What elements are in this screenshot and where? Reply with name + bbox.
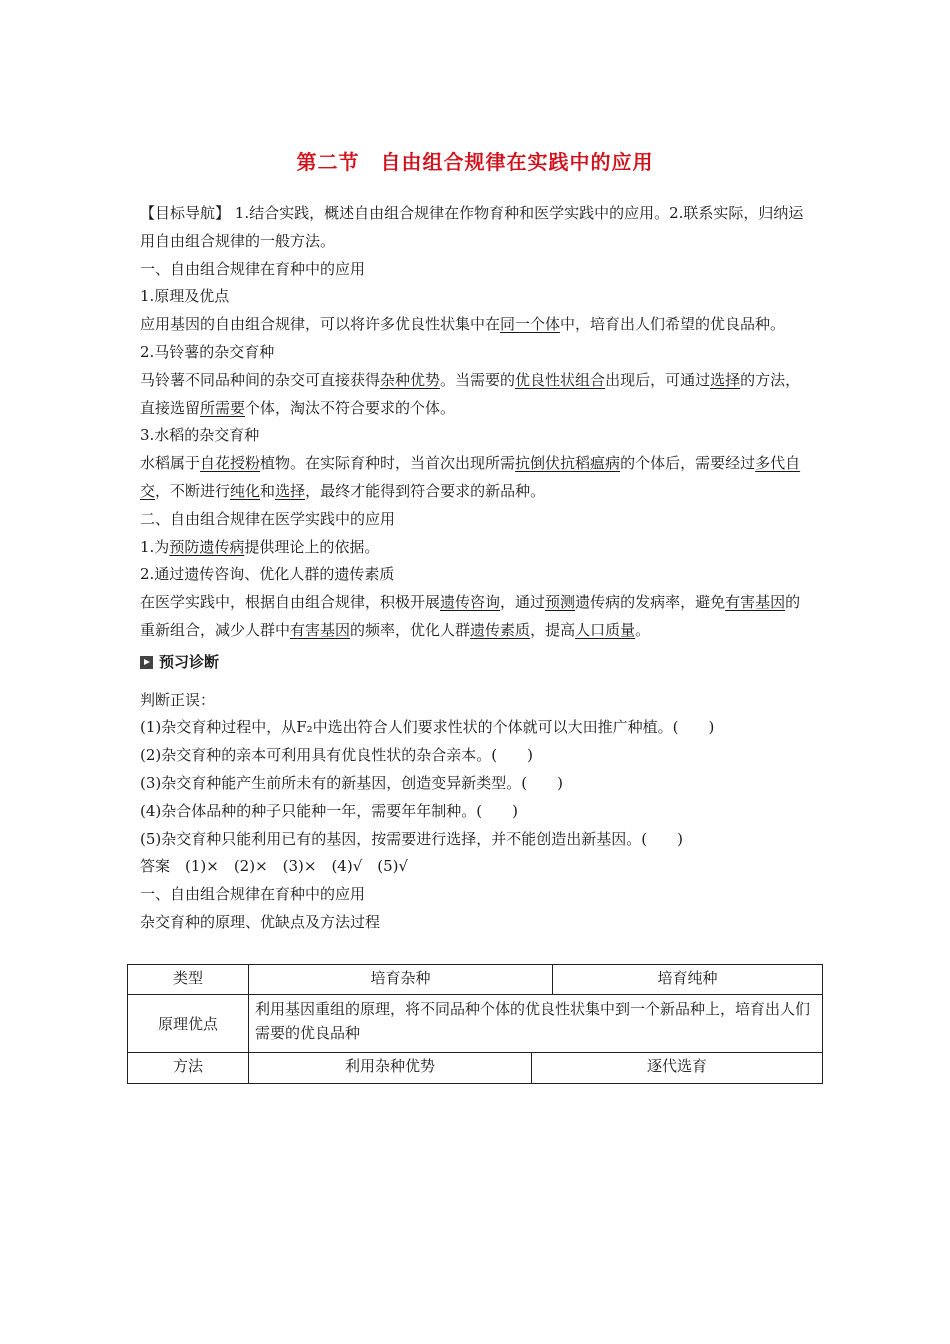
text: 马铃薯不同品种间的杂交可直接获得 <box>140 370 381 389</box>
diagnosis-label: 预习诊断 <box>159 652 220 671</box>
text: 个体，淘汰不符合要求的个体。 <box>245 398 456 417</box>
section-heading: 一、自由组合规律在育种中的应用 <box>140 885 366 904</box>
blank-answer: 抗倒伏抗稻瘟病 <box>515 454 621 473</box>
text: 的重新组合，减少人群中 <box>140 593 801 639</box>
blank-answer: 选择 <box>275 481 306 500</box>
text: 应用基因的自由组合规律，可以将许多优良性状集中在 <box>140 315 501 334</box>
document-body <box>140 200 812 937</box>
blank-answer: 遗传咨询 <box>440 593 501 612</box>
diagnosis-intro: 判断正误： <box>140 690 216 709</box>
question-item: (5)杂交育种只能利用已有的基因，按需要进行选择，并不能创造出新基因。( ) <box>140 829 683 848</box>
text: 水稻属于 <box>140 454 201 473</box>
blank-answer: 所需要 <box>200 398 246 417</box>
blank-answer: 有害基因 <box>290 620 351 639</box>
paragraph <box>140 367 812 423</box>
table-header-row <box>128 965 822 995</box>
paragraph <box>140 534 812 562</box>
text: 出现后，可通过 <box>605 370 711 389</box>
table-cell: 利用杂种优势 <box>249 1053 532 1083</box>
blank-answer: 同一个体 <box>500 315 561 334</box>
goal-text: 1.结合实践，概述自由组合规律在作物育种和医学实践中的应用。2.联系实际，归纳运用自由组合规律的一般方法。 <box>140 204 804 250</box>
paragraph <box>140 450 812 506</box>
goal-label: 【目标导航】 <box>140 204 231 222</box>
text: 的个体后，需要经过 <box>620 454 756 473</box>
text: ，通过 <box>500 593 546 612</box>
blank-answer: 预测 <box>545 593 576 612</box>
blank-answer: 纯化 <box>230 481 261 500</box>
table-row-label: 方法 <box>128 1053 249 1083</box>
table-header-cell: 培育纯种 <box>657 969 718 987</box>
blank-answer: 选择 <box>710 370 741 389</box>
text: ，最终才能得到符合要求的新品种。 <box>305 481 546 500</box>
text: 遗传病的发病率，避免 <box>575 593 726 612</box>
blank-answer: 预防遗传病 <box>169 537 245 556</box>
table-row <box>128 995 822 1053</box>
text: 的频率，优化人群 <box>350 620 471 639</box>
blank-answer: 有害基因 <box>725 593 786 612</box>
text: 。当需要的 <box>440 370 516 389</box>
play-triangle-icon <box>140 656 153 669</box>
question-item: (2)杂交育种的亲本可利用具有优良性状的杂合亲本。( ) <box>140 746 533 765</box>
goal-paragraph <box>140 200 812 256</box>
paragraph <box>140 311 812 339</box>
text: 的方法，直接选留 <box>140 370 801 417</box>
blank-answer: 人口质量 <box>575 620 636 639</box>
text: 1.为 <box>140 537 170 556</box>
subsection-heading: 2.通过遗传咨询、优化人群的遗传素质 <box>140 565 395 584</box>
section-heading: 二、自由组合规律在医学实践中的应用 <box>140 509 396 528</box>
blank-answer: 遗传素质 <box>470 620 531 639</box>
question-item: (4)杂合体品种的种子只能种一年，需要年年制种。( ) <box>140 801 518 820</box>
blank-answer: 自花授粉 <box>200 454 261 473</box>
blank-answer: 杂种优势 <box>380 370 441 389</box>
table-cell: 逐代选育 <box>646 1057 707 1075</box>
section-heading: 一、自由组合规律在育种中的应用 <box>140 259 366 278</box>
text: ，不断进行 <box>155 481 231 500</box>
blank-answer: 优良性状组合 <box>515 370 606 389</box>
diagnosis-header <box>140 649 812 677</box>
text: 。 <box>635 620 651 639</box>
table-row <box>128 1053 822 1083</box>
text: 植物。在实际育种时，当首次出现所需 <box>260 454 516 473</box>
page-title: 第二节 自由组合规律在实践中的应用 <box>296 150 654 174</box>
subsection-heading: 1.原理及优点 <box>140 287 230 306</box>
text: 中，培育出人们希望的优良品种。 <box>560 315 786 334</box>
question-item: (3)杂交育种能产生前所未有的新基因，创造变异新类型。( ) <box>140 773 563 792</box>
table-header-cell: 培育杂种 <box>249 965 553 994</box>
comparison-table <box>127 964 823 1084</box>
answer-line: 答案 (1)× (2)× (3)× (4)√ (5)√ <box>140 857 409 876</box>
subsection-heading: 2.马铃薯的杂交育种 <box>140 342 275 361</box>
table-cell: 利用基因重组的原理，将不同品种个体的优良性状集中到一个新品种上，培育出人们需要的优良品种 <box>255 1000 811 1042</box>
table-caption: 杂交育种的原理、优缺点及方法过程 <box>140 912 381 931</box>
table-header-cell: 类型 <box>128 965 249 994</box>
blank-answer: 多代自交 <box>140 454 801 500</box>
paragraph <box>140 589 812 645</box>
text: 和 <box>260 481 276 500</box>
question-item: (1)杂交育种过程中，从F₂中选出符合人们要求性状的个体就可以大田推广种植。( ) <box>140 718 715 737</box>
text: ，提高 <box>530 620 576 639</box>
text: 提供理论上的依据。 <box>244 537 380 556</box>
subsection-heading: 3.水稻的杂交育种 <box>140 426 260 445</box>
text: 在医学实践中，根据自由组合规律，积极开展 <box>140 593 441 612</box>
table-row-label: 原理优点 <box>128 995 249 1052</box>
